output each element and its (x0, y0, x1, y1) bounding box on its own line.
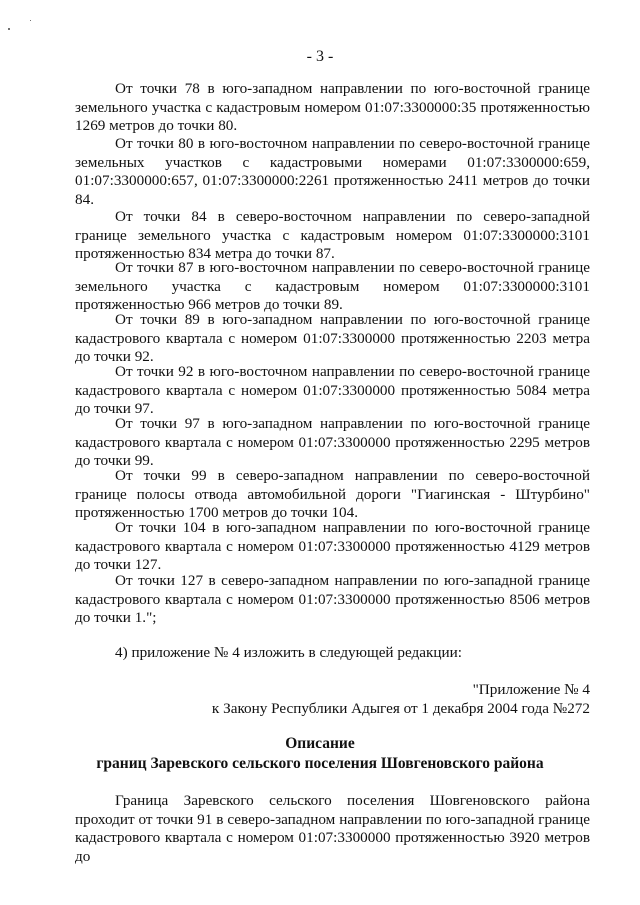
paragraph-point-99: От точки 99 в северо-западном направлении по северо-восточной границе полосы отвода автомобильной дороги "Гиагинская - Штурбино" протяженностью 1700 метров до точки 104. (75, 467, 590, 522)
heading-description: Описание (285, 735, 355, 752)
paragraph-point-104: От точки 104 в юго-западном направлении по юго-восточной границе кадастрового квартала с номером 01:07:3300000 протяженностью 4129 метров до точки 127. (75, 519, 590, 574)
page-number: - 3 - (306, 48, 334, 65)
paragraph-point-78: От точки 78 в юго-западном направлении по юго-восточной границе земельного участка с кадастровым номером 01:07:3300000:35 протяженностью 1269 метров до точки 80. (75, 80, 590, 135)
paragraph-point-127: От точки 127 в северо-западном направлении по юго-западной границе кадастрового квартала с номером 01:07:3300000 протяженностью 8506 метров до точки 1."; (75, 572, 590, 627)
scan-speck (30, 20, 31, 21)
paragraph-boundary-start: Граница Заревского сельского поселения Шовгеновского района проходит от точки 91 в северо-западном направлении по юго-западной границе кадастрового квартала с номером 01:07:3300000 протяженностью 3920 метров до (75, 792, 590, 865)
scan-speck (8, 28, 10, 30)
paragraph-point-87: От точки 87 в юго-восточном направлении по северо-восточной границе земельного участка с кадастровым номером 01:07:3300000:3101 протяженностью 966 метров до точки 89. (75, 259, 590, 314)
paragraph-point-80: От точки 80 в юго-восточном направлении по северо-восточной границе земельных участков с кадастровыми номерами 01:07:3300000:659, 01:07:3300000:657, 01:07:3300000:2261 протяженностью 2411 метров до точки 84. (75, 135, 590, 208)
paragraph-point-97: От точки 97 в юго-западном направлении по юго-восточной границе кадастрового квартала с номером 01:07:3300000 протяженностью 2295 метров до точки 99. (75, 415, 590, 470)
appendix-title: "Приложение № 4 (472, 681, 590, 698)
paragraph-point-89: От точки 89 в юго-западном направлении по юго-восточной границе кадастрового квартала с номером 01:07:3300000 протяженностью 2203 метра до точки 92. (75, 311, 590, 366)
paragraph-point-92: От точки 92 в юго-восточном направлении по северо-восточной границе кадастрового квартала с номером 01:07:3300000 протяженностью 5084 метра до точки 97. (75, 363, 590, 418)
amendment-item: 4) приложение № 4 изложить в следующей редакции: (115, 644, 462, 661)
paragraph-point-84: От точки 84 в северо-восточном направлении по северо-западной границе земельного участка с кадастровым номером 01:07:3300000:3101 протяженностью 834 метра до точки 87. (75, 208, 590, 263)
appendix-reference: к Закону Республики Адыгея от 1 декабря 2004 года №272 (211, 700, 590, 717)
heading-subject: границ Заревского сельского поселения Шовгеновского района (96, 755, 544, 772)
